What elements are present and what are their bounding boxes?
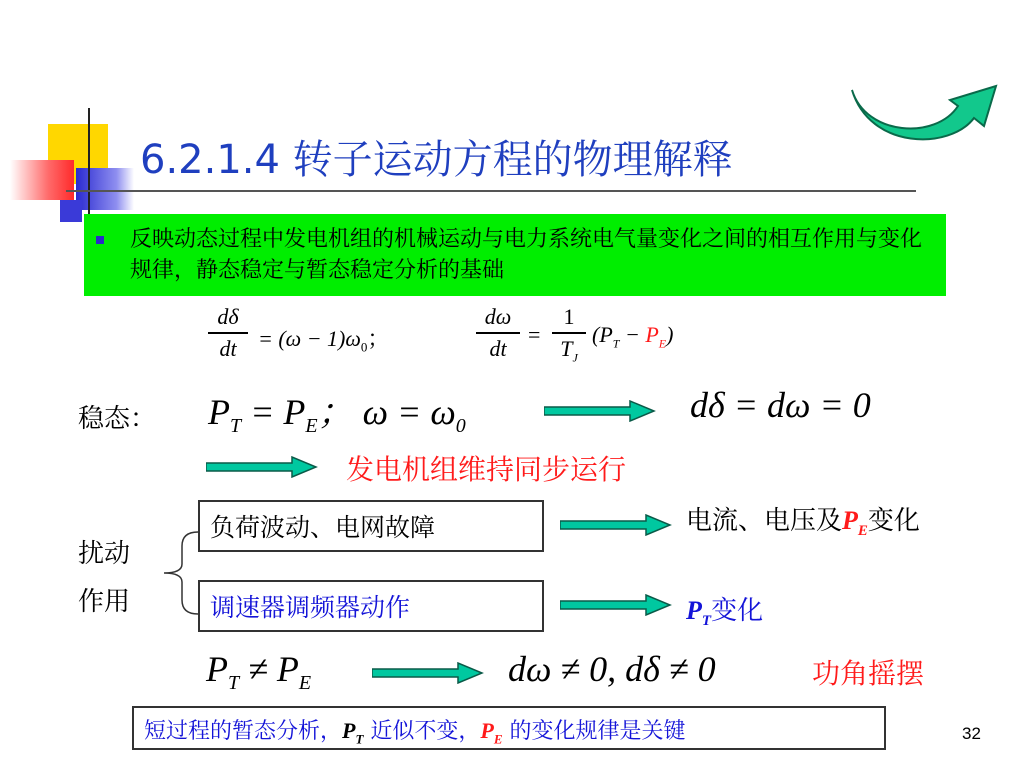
title-underline [66,190,916,192]
arrow-icon [372,662,484,684]
steady-label: 稳态： [78,404,157,434]
eq2-rhs: $(P_T - P_E)$ [592,322,674,351]
eq2-denominator: dt [489,335,507,361]
disturbance-box-load: 负荷波动、电网故障 [198,500,544,552]
sync-text: 发电机组维持同步运行 [346,453,627,486]
disturbance-label: 扰动 作用 [78,539,131,617]
arrow-icon [560,594,672,616]
steady-result: dδ = dω = 0 [690,385,871,425]
eq1-rhs: = $(\omega - 1)\omega_0$； [258,326,390,355]
summary-box: 短过程的暂态分析，$P_T$ 近似不变，$P_E$ 的变化规律是关键 [132,706,886,750]
eq1-numerator: dδ [217,304,239,329]
eq1-fraction [208,304,248,362]
decor-red-bar [10,160,74,200]
eq1-denominator: dt [219,335,237,361]
disturbance-result-mechanical: $P_T$变化 [686,596,764,630]
eq2-coefficient: 1 $T_J$ [552,304,586,365]
arrow-icon [206,456,318,478]
steady-condition: $P_T = P_E$； $\omega = \omega_0$ [208,392,466,438]
decor-blue-bar [76,168,134,210]
disturbance-box-governor: 调速器调频器动作 [198,580,544,632]
arrow-icon [544,400,656,422]
unbalance-result: dω ≠ 0, dδ ≠ 0 [508,649,716,689]
arrow-icon [560,514,672,536]
brace-icon [156,528,202,618]
decor-vertical-line [88,108,90,228]
return-arrow-icon[interactable] [846,78,1006,148]
eq2-equals: = [528,322,541,347]
disturbance-result-electric: 电流、电压及$P_E$变化 [686,506,920,540]
eq2-fraction [476,304,520,362]
page-number: 32 [962,724,981,743]
page-title: 6.2.1.4 转子运动方程的物理解释 [140,137,733,183]
unbalance-condition: $P_T \ne P_E$ [206,649,312,695]
power-angle-swing-text: 功角摇摆 [812,657,925,690]
decor-blue-square [60,200,82,222]
eq2-numerator: dω [484,304,512,329]
bullet-icon [96,236,104,244]
intro-text: 反映动态过程中发电机组的机械运动与电力系统电气量变化之间的相互作用与变化规律，静态稳定与暂态稳定分析的基础 [130,227,923,283]
